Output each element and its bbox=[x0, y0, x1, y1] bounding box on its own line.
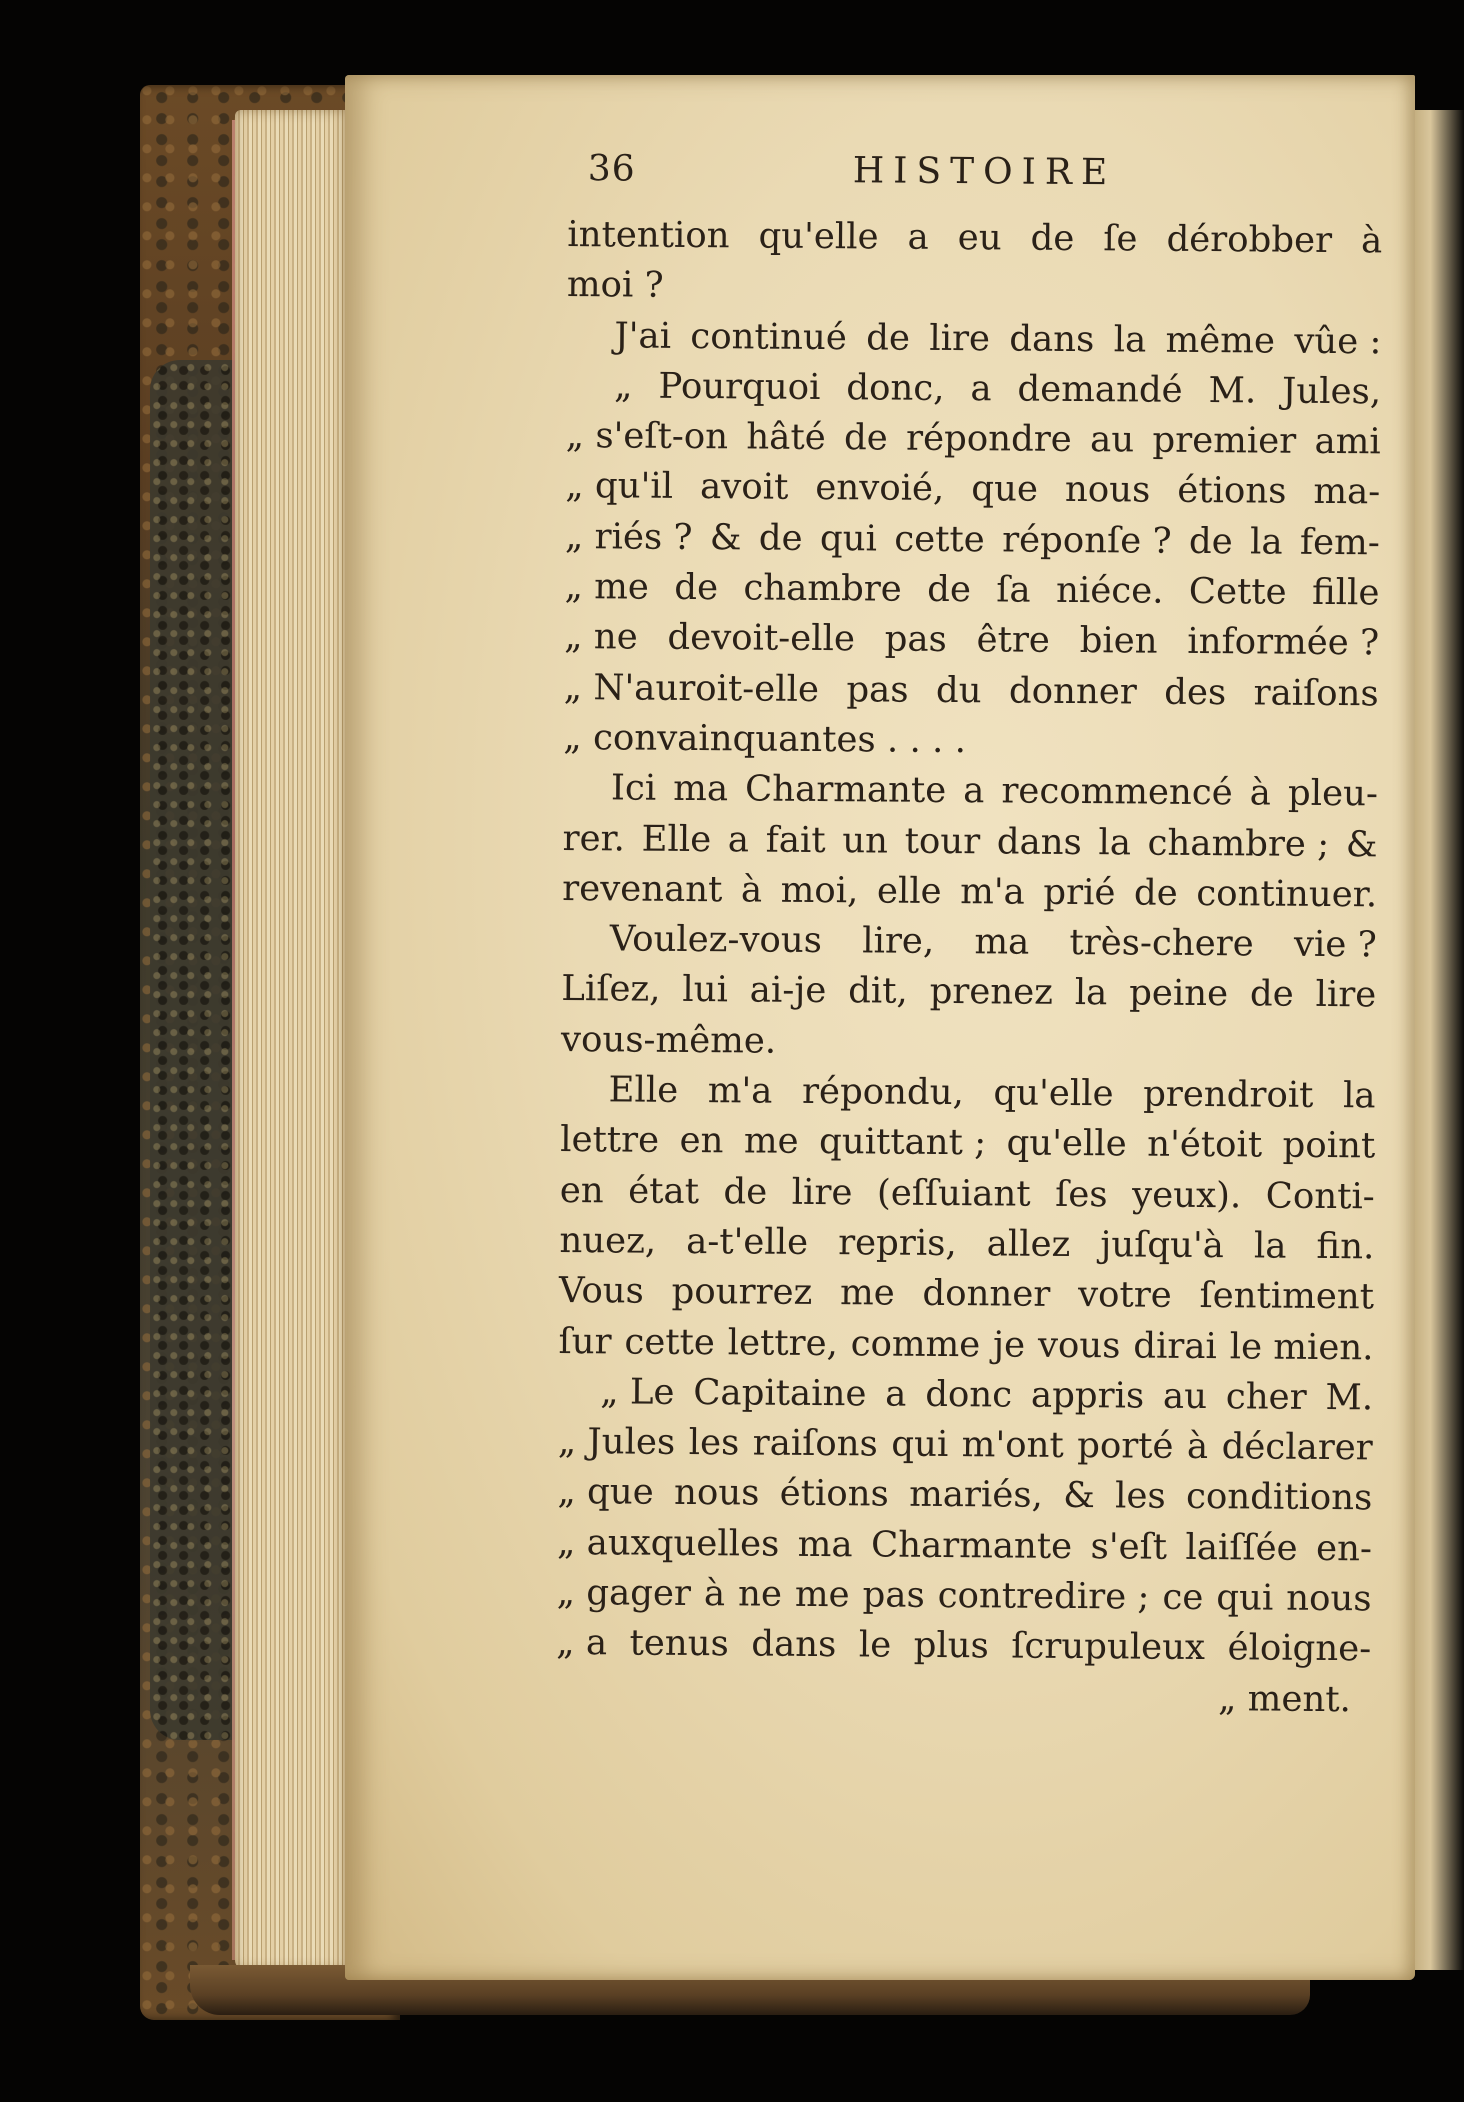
word: un bbox=[842, 819, 889, 862]
word: conditions bbox=[1185, 1476, 1373, 1519]
facing-page-edge bbox=[1408, 110, 1464, 1970]
word: „ que bbox=[557, 1471, 654, 1514]
word: rer. bbox=[562, 817, 626, 860]
word: fille bbox=[1311, 571, 1380, 614]
word: „ me bbox=[564, 566, 650, 608]
word: „ a bbox=[556, 1622, 608, 1664]
word: eu bbox=[957, 217, 1002, 259]
text-line bbox=[564, 562, 1379, 619]
word: peine bbox=[1129, 972, 1229, 1015]
word: la bbox=[1253, 1225, 1287, 1267]
word: pas bbox=[884, 618, 948, 661]
word: „ bbox=[613, 365, 633, 407]
word: pas bbox=[862, 1574, 925, 1616]
word: dirai bbox=[1133, 1325, 1218, 1367]
word: (eſſuiant bbox=[876, 1172, 1031, 1215]
word: très-chere bbox=[1069, 922, 1254, 965]
word: & bbox=[1063, 1475, 1095, 1517]
word: comme bbox=[850, 1322, 981, 1365]
text-line bbox=[559, 1216, 1374, 1273]
word: revenant bbox=[562, 867, 723, 911]
word: yeux). bbox=[1131, 1174, 1242, 1216]
word: envoié, bbox=[815, 467, 945, 510]
word: état bbox=[628, 1170, 700, 1212]
word: ce bbox=[1162, 1576, 1204, 1619]
word: qu'elle bbox=[758, 215, 879, 258]
word: chambre ; bbox=[1147, 822, 1330, 865]
word: pleu- bbox=[1287, 772, 1379, 815]
word: fait bbox=[765, 819, 826, 861]
word: a bbox=[907, 216, 929, 258]
text-line bbox=[567, 210, 1382, 267]
word: qui bbox=[819, 517, 878, 560]
word: demandé bbox=[1017, 368, 1183, 411]
word: Elle bbox=[608, 1069, 679, 1111]
word: ma bbox=[673, 768, 729, 810]
word: fem- bbox=[1299, 521, 1380, 564]
word: moi, bbox=[780, 869, 859, 912]
word: qui bbox=[891, 1423, 949, 1466]
word: qu'elle bbox=[1006, 1122, 1127, 1165]
word: dans bbox=[996, 820, 1082, 863]
word: de bbox=[723, 1170, 768, 1213]
word: „ Jules bbox=[557, 1421, 676, 1464]
word: allez bbox=[986, 1223, 1071, 1265]
word: ſe bbox=[1103, 218, 1138, 260]
word: cette bbox=[624, 1321, 716, 1363]
text-line bbox=[556, 1618, 1371, 1675]
word: a bbox=[885, 1373, 907, 1415]
word: de bbox=[843, 417, 888, 459]
word: lettre bbox=[560, 1119, 660, 1162]
word: recommencé bbox=[1001, 770, 1233, 814]
word: pourrez bbox=[671, 1271, 813, 1314]
word: Conti- bbox=[1265, 1175, 1375, 1218]
text-line bbox=[560, 1115, 1375, 1172]
word: donc bbox=[925, 1373, 1013, 1416]
word: cher bbox=[1225, 1376, 1307, 1418]
word: à bbox=[1249, 772, 1272, 814]
word: lui bbox=[682, 969, 729, 1011]
word: de bbox=[1188, 520, 1233, 563]
word: Pourquoi bbox=[658, 365, 821, 408]
word: réponſe ? bbox=[1002, 519, 1172, 562]
word: juſqu'à bbox=[1100, 1224, 1225, 1267]
word: au bbox=[1162, 1375, 1208, 1417]
word: mariés, bbox=[909, 1474, 1043, 1517]
word: de bbox=[758, 517, 803, 559]
text-line bbox=[557, 1467, 1372, 1524]
word: fin. bbox=[1316, 1225, 1375, 1268]
word: n'étoit bbox=[1147, 1123, 1263, 1166]
word: lettre, bbox=[727, 1321, 839, 1364]
word: répondu, bbox=[801, 1070, 965, 1114]
word: les bbox=[1114, 1475, 1166, 1518]
word: de bbox=[674, 566, 719, 609]
word: nous bbox=[1064, 469, 1151, 512]
word: „ gager bbox=[556, 1571, 692, 1615]
word: au bbox=[1089, 419, 1135, 461]
word: donner bbox=[922, 1273, 1051, 1316]
text-line bbox=[566, 311, 1381, 368]
text-line bbox=[557, 1518, 1372, 1575]
word: a bbox=[963, 770, 985, 812]
word: étions bbox=[1177, 470, 1287, 513]
text-line bbox=[561, 964, 1376, 1021]
word: & bbox=[709, 516, 742, 559]
text-line bbox=[562, 814, 1377, 871]
text-line bbox=[565, 461, 1380, 518]
word: lire bbox=[1315, 974, 1377, 1016]
word: ſur bbox=[558, 1320, 612, 1362]
word: à bbox=[1186, 1426, 1209, 1468]
word: Capitaine bbox=[693, 1371, 867, 1415]
text-line bbox=[567, 260, 1382, 317]
word: chambre bbox=[743, 567, 902, 610]
word: répondre bbox=[905, 417, 1072, 461]
word: du bbox=[935, 669, 982, 711]
word: „ N'auroit-elle bbox=[563, 666, 820, 710]
word: Elle bbox=[641, 818, 712, 860]
text-line bbox=[558, 1417, 1373, 1474]
word: même bbox=[1165, 319, 1276, 362]
word: informée ? bbox=[1187, 621, 1380, 664]
word: elle bbox=[876, 870, 942, 912]
word: continué bbox=[690, 315, 848, 358]
word: raiſons bbox=[1253, 672, 1379, 715]
word: ne bbox=[737, 1573, 783, 1615]
word: votre bbox=[1077, 1274, 1172, 1317]
word: M. bbox=[1208, 369, 1257, 412]
word: déclarer bbox=[1221, 1426, 1373, 1469]
word: me bbox=[743, 1120, 799, 1163]
word: a-t'elle bbox=[686, 1220, 809, 1263]
word: nous bbox=[1286, 1577, 1372, 1620]
text-line bbox=[558, 1316, 1373, 1373]
page-header bbox=[568, 148, 1383, 214]
word: M. bbox=[1325, 1376, 1374, 1419]
word: en bbox=[679, 1120, 724, 1162]
word: ma- bbox=[1313, 471, 1381, 513]
word: des bbox=[1164, 671, 1227, 713]
word: ai-je bbox=[749, 969, 827, 1012]
word: „ riés ? bbox=[564, 515, 693, 558]
word: m'ont bbox=[961, 1424, 1064, 1467]
word: „ Le bbox=[600, 1371, 675, 1413]
word: Charmante bbox=[870, 1524, 1073, 1567]
word: Jules, bbox=[1281, 370, 1382, 413]
word: la bbox=[1074, 972, 1108, 1014]
text-line bbox=[560, 1065, 1375, 1122]
word: intention bbox=[567, 213, 730, 257]
word: „ ment. bbox=[1217, 1677, 1352, 1720]
word: que bbox=[971, 468, 1039, 511]
word: „ auxquelles bbox=[556, 1521, 780, 1565]
word: les bbox=[688, 1422, 740, 1464]
text-line bbox=[558, 1367, 1373, 1424]
word: hâté bbox=[746, 416, 826, 459]
word: Cette bbox=[1188, 570, 1287, 613]
word: je bbox=[992, 1323, 1026, 1366]
word: „ ne bbox=[563, 616, 638, 658]
word: lire bbox=[791, 1171, 853, 1213]
word: Vous bbox=[558, 1270, 645, 1312]
word: tour bbox=[904, 820, 981, 862]
word: pas bbox=[846, 668, 909, 711]
word: dit, bbox=[847, 970, 908, 1013]
word: „ s'eſt-on bbox=[565, 415, 729, 458]
word: à bbox=[703, 1573, 726, 1615]
word: & bbox=[1345, 823, 1378, 865]
word: premier bbox=[1152, 419, 1297, 462]
word: „ convainquantes . . . . bbox=[563, 716, 967, 762]
word: dans bbox=[1009, 318, 1095, 360]
word: qu'elle bbox=[993, 1072, 1114, 1115]
word: raiſons bbox=[752, 1422, 879, 1465]
text-line bbox=[561, 1015, 1376, 1072]
word: ſa bbox=[996, 569, 1031, 611]
word: m'a bbox=[707, 1070, 773, 1112]
text-line bbox=[559, 1266, 1374, 1323]
word: le mien. bbox=[1229, 1325, 1374, 1368]
word: nous bbox=[673, 1472, 760, 1514]
word: lire, bbox=[862, 920, 935, 963]
text-line bbox=[563, 763, 1378, 820]
page-number: 36 bbox=[587, 148, 636, 190]
word: Ici bbox=[610, 767, 657, 809]
word: Liſez, bbox=[561, 968, 661, 1011]
word: en bbox=[559, 1169, 604, 1211]
word: de bbox=[866, 316, 911, 359]
word: vous-même. bbox=[560, 1018, 777, 1062]
word: de bbox=[927, 568, 972, 611]
text-line bbox=[565, 512, 1380, 569]
word: prenez bbox=[929, 971, 1054, 1014]
word: nuez, bbox=[559, 1219, 657, 1262]
text-line bbox=[556, 1568, 1371, 1625]
word: m'a bbox=[960, 870, 1025, 913]
word: avoit bbox=[699, 466, 789, 509]
word: repris, bbox=[838, 1222, 957, 1265]
text-line bbox=[556, 1669, 1371, 1726]
word: en- bbox=[1315, 1527, 1373, 1570]
word: dérobber bbox=[1166, 218, 1333, 262]
word: ſentiment bbox=[1199, 1275, 1375, 1318]
word: plus bbox=[913, 1625, 990, 1667]
text-line bbox=[566, 411, 1381, 468]
word: tenus bbox=[629, 1622, 729, 1665]
word: devoit-elle bbox=[667, 617, 856, 660]
word: cette bbox=[894, 518, 985, 561]
word: moi ? bbox=[566, 264, 664, 307]
word: le bbox=[858, 1624, 892, 1666]
word: de bbox=[1133, 872, 1178, 914]
word: ma bbox=[797, 1523, 853, 1565]
word: ma bbox=[974, 921, 1030, 963]
word: niéce. bbox=[1055, 569, 1164, 612]
text-line bbox=[566, 361, 1381, 418]
word: a bbox=[970, 368, 992, 410]
word: ſes bbox=[1055, 1173, 1108, 1215]
text-lines bbox=[556, 210, 1383, 1725]
word: bien bbox=[1079, 620, 1158, 663]
word: me bbox=[794, 1573, 850, 1616]
word: éloigne- bbox=[1227, 1627, 1372, 1670]
word: continuer. bbox=[1196, 872, 1378, 916]
text-line bbox=[564, 663, 1379, 720]
word: quittant ; bbox=[818, 1121, 987, 1164]
word: prendroit bbox=[1143, 1073, 1314, 1116]
word: donc, bbox=[846, 367, 945, 409]
word: dans bbox=[751, 1623, 837, 1666]
text-line bbox=[563, 713, 1378, 770]
word: donner bbox=[1008, 670, 1137, 713]
text-line bbox=[560, 1166, 1375, 1223]
running-title: HISTOIRE bbox=[852, 150, 1117, 194]
word: vous bbox=[1037, 1324, 1121, 1366]
word: de bbox=[1249, 973, 1294, 1016]
word: me bbox=[839, 1272, 895, 1314]
text-line bbox=[562, 864, 1377, 921]
page-text bbox=[556, 148, 1383, 1725]
word: laiſſée bbox=[1185, 1526, 1298, 1569]
word: a bbox=[727, 818, 750, 861]
word: Charmante bbox=[744, 768, 947, 812]
word: la bbox=[1113, 318, 1147, 361]
word: la bbox=[1342, 1075, 1376, 1117]
word: de bbox=[1030, 217, 1075, 259]
word: „ qu'il bbox=[565, 465, 674, 508]
word: la bbox=[1098, 821, 1132, 864]
text-line bbox=[564, 612, 1379, 669]
word: Voulez-vous bbox=[609, 918, 823, 962]
word: prié bbox=[1043, 871, 1116, 914]
word: être bbox=[976, 619, 1051, 662]
word: à bbox=[1360, 220, 1383, 262]
word: point bbox=[1282, 1124, 1376, 1167]
page-edges bbox=[235, 110, 345, 1970]
word: ſcrupuleux bbox=[1011, 1625, 1206, 1669]
word: porté bbox=[1077, 1425, 1174, 1467]
word: vûe : bbox=[1294, 320, 1382, 362]
word: ami bbox=[1314, 421, 1381, 463]
word: qui bbox=[1216, 1577, 1274, 1619]
word: J'ai bbox=[614, 314, 672, 357]
word: la bbox=[1249, 521, 1283, 563]
word: appris bbox=[1030, 1374, 1145, 1417]
word: vie ? bbox=[1293, 923, 1377, 966]
word: contredire ; bbox=[937, 1574, 1150, 1618]
word: à bbox=[740, 869, 763, 911]
text-line bbox=[562, 914, 1377, 971]
word: étions bbox=[779, 1473, 889, 1515]
word: lire bbox=[929, 317, 991, 359]
word: s'eſt bbox=[1090, 1525, 1168, 1568]
